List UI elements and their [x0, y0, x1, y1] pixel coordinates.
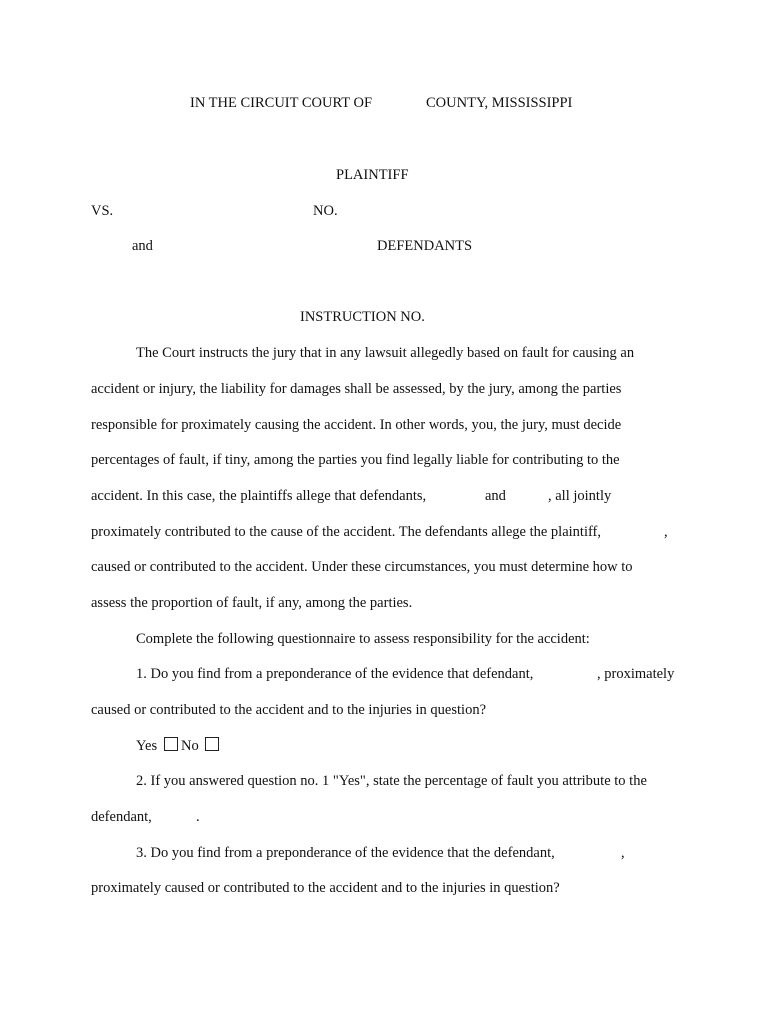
- yes-label: Yes: [136, 738, 158, 754]
- and-label: and: [132, 238, 153, 254]
- versus-label: VS.: [91, 203, 114, 219]
- body-line-1: The Court instructs the jury that in any lawsuit allegedly based on fault for causing an: [136, 345, 635, 361]
- question-2-period: .: [196, 809, 200, 825]
- yes-checkbox[interactable]: [164, 737, 178, 751]
- body-line-5-and: and: [485, 488, 506, 504]
- question-1-start: 1. Do you find from a preponderance of the evidence that defendant,: [136, 666, 534, 682]
- body-line-7: caused or contributed to the accident. Under these circumstances, you must determine how to: [91, 559, 633, 575]
- plaintiff-label: PLAINTIFF: [336, 167, 409, 183]
- body-line-5-end: , all jointly: [548, 488, 612, 504]
- question-2-defendant: defendant,: [91, 809, 152, 825]
- body-line-8: assess the proportion of fault, if any, among the parties.: [91, 595, 413, 611]
- question-3-comma: ,: [621, 845, 625, 861]
- no-label: No: [181, 738, 199, 754]
- question-1-end: , proximately: [597, 666, 675, 682]
- question-2-start: 2. If you answered question no. 1 "Yes", state the percentage of fault you attribute to the: [136, 773, 647, 789]
- body-line-4: percentages of fault, if tiny, among the parties you find legally liable for contributing to the: [91, 452, 620, 468]
- body-line-6-start: proximately contributed to the cause of the accident. The defendants allege the plaintiff,: [91, 524, 601, 540]
- case-number-label: NO.: [313, 203, 338, 219]
- questionnaire-intro: Complete the following questionnaire to assess responsibility for the accident:: [136, 631, 590, 647]
- instruction-title: INSTRUCTION NO.: [300, 309, 425, 325]
- question-3-start: 3. Do you find from a preponderance of the evidence that the defendant,: [136, 845, 555, 861]
- body-line-2: accident or injury, the liability for damages shall be assessed, by the jury, among the parties: [91, 381, 622, 397]
- body-line-3: responsible for proximately causing the accident. In other words, you, the jury, must decide: [91, 417, 622, 433]
- defendants-label: DEFENDANTS: [377, 238, 473, 254]
- body-line-6-comma: ,: [664, 524, 668, 540]
- court-header-left: IN THE CIRCUIT COURT OF: [190, 95, 373, 111]
- body-line-5-start: accident. In this case, the plaintiffs allege that defendants,: [91, 488, 427, 504]
- question-1-continued: caused or contributed to the accident and to the injuries in question?: [91, 702, 487, 718]
- no-checkbox[interactable]: [205, 737, 219, 751]
- court-header-right: COUNTY, MISSISSIPPI: [426, 95, 573, 111]
- question-3-continued: proximately caused or contributed to the accident and to the injuries in question?: [91, 880, 560, 896]
